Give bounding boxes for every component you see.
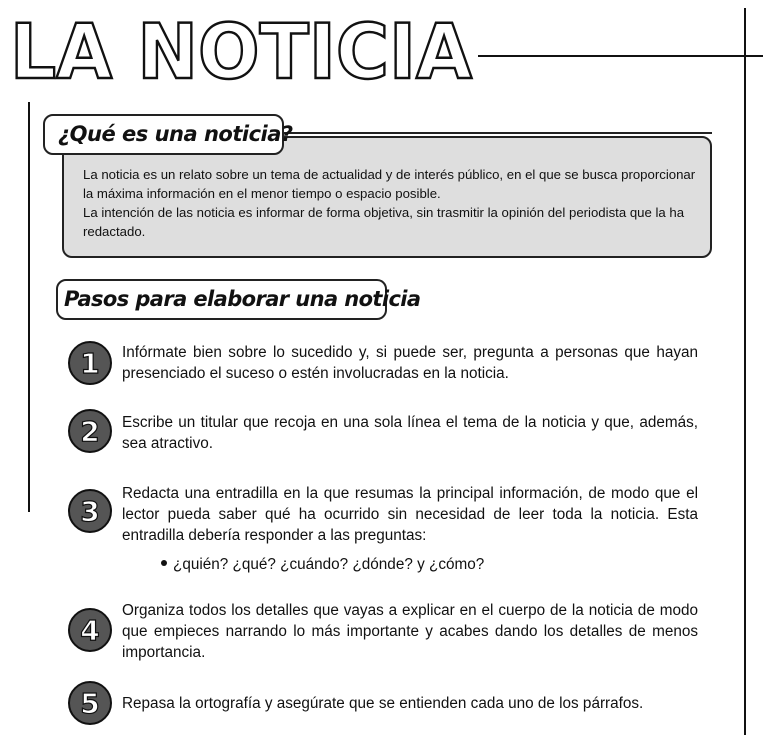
- definition-paragraph-2: La intención de las noticia es informar de forma objetiva, sin trasmitir la opinión del periodista que la ha redactado.: [83, 205, 685, 239]
- svg-text:3: 3: [80, 495, 100, 528]
- heading-rule: [282, 132, 712, 134]
- page-title: LA NOTICIA: [10, 7, 473, 96]
- step-number-3-icon: [67, 488, 113, 534]
- step-number-4-icon: [67, 607, 113, 653]
- section-heading-what-is: ¿Qué es una noticia?: [43, 114, 284, 155]
- svg-text:2: 2: [80, 415, 100, 448]
- section-heading-steps: Pasos para elaborar una noticia: [56, 279, 387, 320]
- step-number-1-icon: [67, 340, 113, 386]
- right-margin-rule: [744, 8, 746, 735]
- step-1-text: Infórmate bien sobre lo sucedido y, si puede ser, pregunta a personas que hayan presenciado el suceso o estén involucradas en la noticia.: [122, 344, 698, 382]
- step-number-2-icon: [67, 408, 113, 454]
- definition-paragraph-1: La noticia es un relato sobre un tema de actualidad y de interés público, en el que se busca proporcionar la máxima información en el menor tiempo o espacio posible.: [83, 167, 696, 201]
- svg-text:5: 5: [80, 687, 100, 720]
- step-4-text: Organiza todos los detalles que vayas a explicar en el cuerpo de la noticia de modo que empieces narrando lo más importante y acabes dando los detalles de menos importancia.: [122, 602, 698, 661]
- step-3-bullet: [161, 554, 484, 575]
- left-margin-rule: [28, 102, 30, 512]
- step-3-bullet-text: ¿quién? ¿qué? ¿cuándo? ¿dónde? y ¿cómo?: [173, 556, 485, 573]
- bullet-dot-icon: [161, 560, 167, 566]
- step-5-text: Repasa la ortografía y asegúrate que se entienden cada uno de los párrafos.: [122, 695, 644, 712]
- svg-text:1: 1: [80, 347, 100, 380]
- step-2-text: Escribe un titular que recoja en una sola línea el tema de la noticia y que, además, sea atractivo.: [122, 414, 698, 452]
- step-number-5-icon: [67, 680, 113, 726]
- page-title-graphic: [0, 0, 763, 110]
- svg-text:4: 4: [80, 614, 100, 647]
- step-3-text: Redacta una entradilla en la que resumas la principal información, de modo que el lector pueda saber qué ha ocurrido sin necesidad de leer toda la noticia. Esta entradilla debería responder a las preguntas:: [122, 485, 698, 544]
